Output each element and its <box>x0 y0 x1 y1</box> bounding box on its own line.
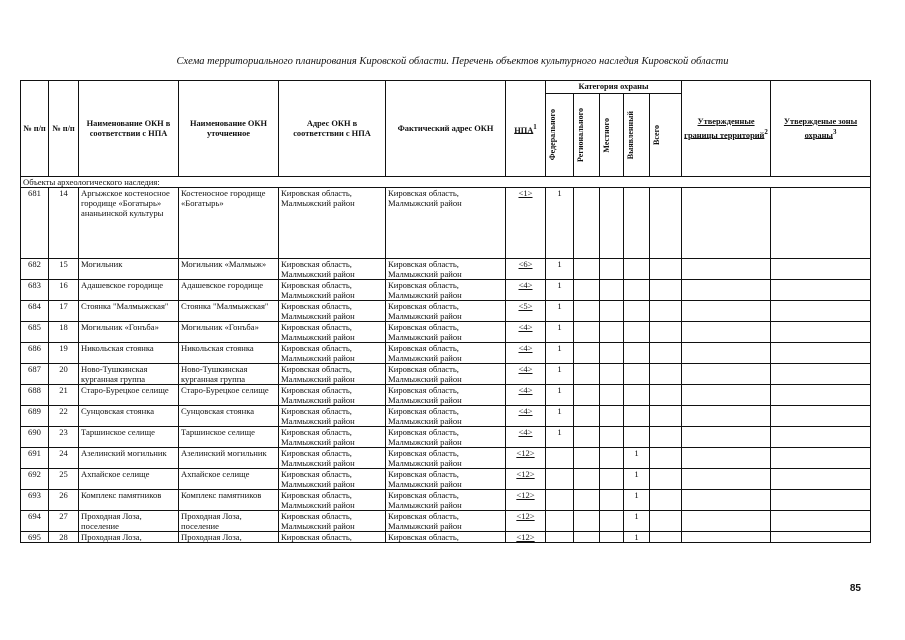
row-zones <box>771 301 871 322</box>
row-address-actual: Кировская область, Малмыжский район <box>386 301 506 322</box>
row-cat-total <box>650 364 682 385</box>
row-cat-identified <box>624 188 650 259</box>
row-boundaries <box>682 364 771 385</box>
row-number: 690 <box>21 427 49 448</box>
row-address-npa: Кировская область, Малмыжский район <box>279 427 386 448</box>
row-name-refined: Проходная Лоза, поселение <box>179 511 279 532</box>
row-local-number: 23 <box>49 427 79 448</box>
row-zones <box>771 469 871 490</box>
row-address-actual: Кировская область, Малмыжский район <box>386 406 506 427</box>
row-number: 693 <box>21 490 49 511</box>
row-address-npa: Кировская область, Малмыжский район <box>279 364 386 385</box>
row-local-number: 21 <box>49 385 79 406</box>
row-npa: <5> <box>506 301 546 322</box>
row-name-npa: Ахпайское селище <box>79 469 179 490</box>
table-row <box>21 385 871 406</box>
row-local-number: 25 <box>49 469 79 490</box>
row-cat-regional <box>574 448 600 469</box>
row-number: 692 <box>21 469 49 490</box>
row-cat-regional <box>574 301 600 322</box>
row-local-number: 19 <box>49 343 79 364</box>
row-npa: <4> <box>506 343 546 364</box>
row-zones <box>771 322 871 343</box>
header-cat-local: Местного <box>600 94 624 177</box>
row-address-actual: Кировская область, Малмыжский район <box>386 188 506 259</box>
row-number: 687 <box>21 364 49 385</box>
row-npa: <12> <box>506 448 546 469</box>
row-name-npa: Азелинский могильник <box>79 448 179 469</box>
row-name-refined: Стоянка "Малмыжская" <box>179 301 279 322</box>
row-address-actual: Кировская область, Малмыжский район <box>386 385 506 406</box>
table-row <box>21 322 871 343</box>
row-npa: <4> <box>506 322 546 343</box>
row-cat-regional <box>574 364 600 385</box>
row-address-npa: Кировская область, Малмыжский район <box>279 469 386 490</box>
row-cat-local <box>600 322 624 343</box>
row-cat-regional <box>574 280 600 301</box>
row-zones <box>771 188 871 259</box>
row-cat-federal: 1 <box>546 280 574 301</box>
header-name-refined: Наименование ОКН уточненное <box>179 81 279 177</box>
row-npa: <12> <box>506 490 546 511</box>
row-cat-local <box>600 343 624 364</box>
row-cat-federal: 1 <box>546 385 574 406</box>
row-cat-regional <box>574 343 600 364</box>
row-zones <box>771 385 871 406</box>
row-cat-local <box>600 406 624 427</box>
table-row <box>21 511 871 532</box>
row-cat-federal <box>546 469 574 490</box>
row-address-actual: Кировская область, Малмыжский район <box>386 259 506 280</box>
row-name-npa: Сунцовская стоянка <box>79 406 179 427</box>
row-cat-federal: 1 <box>546 259 574 280</box>
row-cat-identified <box>624 259 650 280</box>
row-number: 683 <box>21 280 49 301</box>
row-name-refined: Костеносное городище «Богатырь» <box>179 188 279 259</box>
row-npa: <12> <box>506 532 546 543</box>
row-zones <box>771 406 871 427</box>
row-address-npa: Кировская область, Малмыжский район <box>279 343 386 364</box>
row-cat-regional <box>574 490 600 511</box>
row-boundaries <box>682 511 771 532</box>
row-cat-federal: 1 <box>546 188 574 259</box>
row-name-npa: Никольская стоянка <box>79 343 179 364</box>
row-cat-regional <box>574 188 600 259</box>
row-name-refined: Сунцовская стоянка <box>179 406 279 427</box>
row-cat-local <box>600 490 624 511</box>
row-cat-local <box>600 259 624 280</box>
table-row <box>21 364 871 385</box>
row-zones <box>771 532 871 543</box>
row-name-npa: Могильник <box>79 259 179 280</box>
row-name-refined: Адашевское городище <box>179 280 279 301</box>
row-cat-federal: 1 <box>546 427 574 448</box>
row-local-number: 17 <box>49 301 79 322</box>
row-number: 689 <box>21 406 49 427</box>
row-cat-identified <box>624 322 650 343</box>
row-cat-identified <box>624 280 650 301</box>
row-address-actual: Кировская область, Малмыжский район <box>386 343 506 364</box>
row-cat-regional <box>574 469 600 490</box>
header-zones: Утвержденые зоны охраны$^3$ <box>771 81 871 177</box>
row-name-npa: Ново-Тушкинская курганная группа <box>79 364 179 385</box>
row-zones <box>771 511 871 532</box>
row-address-npa: Кировская область, Малмыжский район <box>279 406 386 427</box>
row-address-npa: Кировская область, Малмыжский район <box>279 188 386 259</box>
row-name-refined: Ахпайское селище <box>179 469 279 490</box>
table-row <box>21 280 871 301</box>
row-boundaries <box>682 322 771 343</box>
row-name-refined: Могильник «Малмыж» <box>179 259 279 280</box>
table-row <box>21 448 871 469</box>
row-boundaries <box>682 448 771 469</box>
heritage-objects-table <box>20 80 871 543</box>
row-zones <box>771 490 871 511</box>
row-zones <box>771 343 871 364</box>
row-address-npa: Кировская область, Малмыжский район <box>279 385 386 406</box>
row-number: 681 <box>21 188 49 259</box>
row-cat-identified: 1 <box>624 511 650 532</box>
row-address-actual: Кировская область, <box>386 532 506 543</box>
row-cat-regional <box>574 385 600 406</box>
row-cat-total <box>650 301 682 322</box>
row-cat-local <box>600 385 624 406</box>
row-number: 685 <box>21 322 49 343</box>
row-zones <box>771 427 871 448</box>
row-cat-federal: 1 <box>546 364 574 385</box>
row-cat-local <box>600 448 624 469</box>
row-address-npa: Кировская область, Малмыжский район <box>279 259 386 280</box>
row-cat-federal: 1 <box>546 322 574 343</box>
row-address-actual: Кировская область, Малмыжский район <box>386 322 506 343</box>
row-npa: <4> <box>506 406 546 427</box>
row-address-npa: Кировская область, Малмыжский район <box>279 301 386 322</box>
row-boundaries <box>682 343 771 364</box>
section-label: Объекты археологического наследия: <box>21 177 871 188</box>
table-row <box>21 188 871 259</box>
table-row <box>21 343 871 364</box>
row-local-number: 14 <box>49 188 79 259</box>
table-row <box>21 490 871 511</box>
row-cat-federal: 1 <box>546 343 574 364</box>
row-cat-local <box>600 364 624 385</box>
row-address-npa: Кировская область, Малмыжский район <box>279 322 386 343</box>
header-cat-identified: Выявленный <box>624 94 650 177</box>
row-cat-regional <box>574 322 600 343</box>
row-number: 686 <box>21 343 49 364</box>
row-cat-total <box>650 385 682 406</box>
row-address-actual: Кировская область, Малмыжский район <box>386 364 506 385</box>
row-boundaries <box>682 259 771 280</box>
row-cat-total <box>650 188 682 259</box>
table-row <box>21 301 871 322</box>
header-address-actual: Фактический адрес ОКН <box>386 81 506 177</box>
row-name-refined: Проходная Лоза, <box>179 532 279 543</box>
table-row <box>21 469 871 490</box>
header-num-local: № п/п <box>49 81 79 177</box>
header-boundaries: Утвержденные границы территорий$^2$ <box>682 81 771 177</box>
row-address-npa: Кировская область, Малмыжский район <box>279 280 386 301</box>
row-local-number: 18 <box>49 322 79 343</box>
row-cat-local <box>600 301 624 322</box>
row-npa: <4> <box>506 427 546 448</box>
page-number: 85 <box>849 583 861 594</box>
row-cat-federal: 1 <box>546 301 574 322</box>
row-cat-identified: 1 <box>624 448 650 469</box>
row-cat-local <box>600 469 624 490</box>
row-boundaries <box>682 490 771 511</box>
row-local-number: 20 <box>49 364 79 385</box>
row-name-refined: Комплекс памятников <box>179 490 279 511</box>
row-number: 691 <box>21 448 49 469</box>
row-cat-local <box>600 532 624 543</box>
row-name-refined: Могильник «Гонъба» <box>179 322 279 343</box>
row-address-npa: Кировская область, <box>279 532 386 543</box>
row-local-number: 15 <box>49 259 79 280</box>
row-number: 682 <box>21 259 49 280</box>
row-cat-federal: 1 <box>546 406 574 427</box>
row-cat-identified <box>624 301 650 322</box>
row-cat-total <box>650 406 682 427</box>
row-cat-regional <box>574 427 600 448</box>
table-row <box>21 427 871 448</box>
row-boundaries <box>682 280 771 301</box>
row-cat-total <box>650 511 682 532</box>
row-cat-total <box>650 322 682 343</box>
row-local-number: 24 <box>49 448 79 469</box>
row-npa: <1> <box>506 188 546 259</box>
row-name-refined: Старо-Бурецкое селище <box>179 385 279 406</box>
row-boundaries <box>682 301 771 322</box>
row-boundaries <box>682 385 771 406</box>
row-cat-identified: 1 <box>624 469 650 490</box>
row-name-npa: Комплекс памятников <box>79 490 179 511</box>
row-address-actual: Кировская область, Малмыжский район <box>386 490 506 511</box>
row-cat-federal <box>546 532 574 543</box>
row-zones <box>771 448 871 469</box>
row-address-actual: Кировская область, Малмыжский район <box>386 511 506 532</box>
row-cat-total <box>650 280 682 301</box>
row-boundaries <box>682 427 771 448</box>
row-name-npa: Таршинское селище <box>79 427 179 448</box>
row-cat-identified <box>624 427 650 448</box>
row-cat-total <box>650 490 682 511</box>
row-npa: <4> <box>506 280 546 301</box>
row-boundaries <box>682 188 771 259</box>
row-name-npa: Стоянка "Малмыжская" <box>79 301 179 322</box>
row-name-npa: Старо-Бурецкое селище <box>79 385 179 406</box>
row-cat-identified <box>624 406 650 427</box>
row-address-actual: Кировская область, Малмыжский район <box>386 427 506 448</box>
row-address-npa: Кировская область, Малмыжский район <box>279 490 386 511</box>
row-cat-identified: 1 <box>624 532 650 543</box>
row-address-actual: Кировская область, Малмыжский район <box>386 280 506 301</box>
row-cat-federal <box>546 511 574 532</box>
row-name-npa: Адашевское городище <box>79 280 179 301</box>
row-cat-local <box>600 427 624 448</box>
table-row <box>21 532 871 543</box>
header-address-npa: Адрес ОКН в соответствии с НПА <box>279 81 386 177</box>
row-local-number: 22 <box>49 406 79 427</box>
row-boundaries <box>682 406 771 427</box>
row-address-actual: Кировская область, Малмыжский район <box>386 448 506 469</box>
row-name-refined: Ново-Тушкинская курганная группа <box>179 364 279 385</box>
table-row <box>21 406 871 427</box>
row-cat-total <box>650 448 682 469</box>
row-local-number: 26 <box>49 490 79 511</box>
row-cat-regional <box>574 406 600 427</box>
row-number: 688 <box>21 385 49 406</box>
row-zones <box>771 364 871 385</box>
row-name-refined: Азелинский могильник <box>179 448 279 469</box>
row-name-npa: Аргыжское костеносное городище «Богатырь» ананьинской культуры <box>79 188 179 259</box>
row-cat-total <box>650 343 682 364</box>
row-name-npa: Могильник «Гонъба» <box>79 322 179 343</box>
row-npa: <6> <box>506 259 546 280</box>
row-name-refined: Таршинское селище <box>179 427 279 448</box>
row-number: 695 <box>21 532 49 543</box>
header-category: Категория охраны <box>546 81 682 94</box>
row-cat-total <box>650 259 682 280</box>
row-cat-federal <box>546 448 574 469</box>
row-number: 684 <box>21 301 49 322</box>
header-num-global: № п/п <box>21 81 49 177</box>
header-cat-regional: Регионального <box>574 94 600 177</box>
row-cat-identified: 1 <box>624 490 650 511</box>
row-cat-regional <box>574 511 600 532</box>
row-cat-federal <box>546 490 574 511</box>
header-npa: НПА$^1$ <box>506 81 546 177</box>
row-npa: <12> <box>506 469 546 490</box>
row-cat-local <box>600 511 624 532</box>
row-cat-regional <box>574 259 600 280</box>
row-address-npa: Кировская область, Малмыжский район <box>279 511 386 532</box>
row-cat-regional <box>574 532 600 543</box>
row-local-number: 28 <box>49 532 79 543</box>
header-name-npa: Наименование ОКН в соответствии с НПА <box>79 81 179 177</box>
row-cat-total <box>650 469 682 490</box>
row-zones <box>771 259 871 280</box>
row-name-refined: Никольская стоянка <box>179 343 279 364</box>
row-cat-identified <box>624 385 650 406</box>
document-title: Схема территориального планирования Кировской области. Перечень объектов культурного наследия Кировской области <box>176 56 729 67</box>
row-local-number: 27 <box>49 511 79 532</box>
row-cat-identified <box>624 364 650 385</box>
row-cat-total <box>650 532 682 543</box>
row-cat-local <box>600 280 624 301</box>
row-npa: <4> <box>506 364 546 385</box>
row-npa: <12> <box>506 511 546 532</box>
row-cat-local <box>600 188 624 259</box>
row-number: 694 <box>21 511 49 532</box>
row-address-actual: Кировская область, Малмыжский район <box>386 469 506 490</box>
row-zones <box>771 280 871 301</box>
row-address-npa: Кировская область, Малмыжский район <box>279 448 386 469</box>
row-name-npa: Проходная Лоза, поселение <box>79 511 179 532</box>
row-cat-total <box>650 427 682 448</box>
row-cat-identified <box>624 343 650 364</box>
row-boundaries <box>682 532 771 543</box>
row-name-npa: Проходная Лоза, <box>79 532 179 543</box>
row-local-number: 16 <box>49 280 79 301</box>
header-cat-total: Всего <box>650 94 682 177</box>
table-row <box>21 259 871 280</box>
row-npa: <4> <box>506 385 546 406</box>
row-boundaries <box>682 469 771 490</box>
header-cat-federal: Федерального <box>546 94 574 177</box>
